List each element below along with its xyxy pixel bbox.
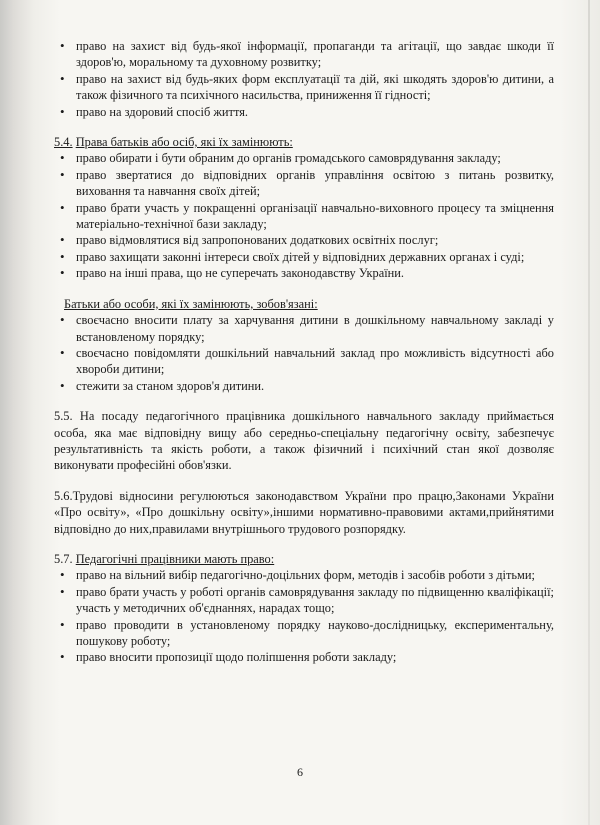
section-title: Батьки або особи, які їх замінюють, зобов'язані: xyxy=(64,296,318,311)
list-item: • право проводити в установленому порядку науково-дослідницьку, експериментальну, пошукову роботу; xyxy=(54,617,554,650)
list-item: • право обирати і бути обраним до органів громадського самоврядування закладу; xyxy=(54,150,554,166)
list-item: • право на захист від будь-яких форм експлуатації та дій, які шкодять здоров'ю дитини, а також фізичного та психічного насильства, приниження її гідності; xyxy=(54,71,554,104)
section-number: 5.7. xyxy=(54,551,73,566)
section-5-4-heading xyxy=(54,134,554,150)
list-item: • право брати участь у покращенні організації навчально-виховного процесу та зміцнення матеріально-технічної бази закладу; xyxy=(54,200,554,233)
section-5-7-heading xyxy=(54,551,554,567)
list-item: • право захищати законні інтереси своїх дітей у відповідних державних органах і суді; xyxy=(54,249,554,265)
list-item: • право на вільний вибір педагогічно-доцільних форм, методів і засобів роботи з дітьми; xyxy=(54,567,554,583)
section-5-5-paragraph: 5.5. На посаду педагогічного працівника дошкільного навчального закладу приймається особа, яка має відповідну вищу або середньо-спеціальну педагогічну освіту, забезпечує результативність та якість роботи, а також фізичний і психічний стан якої дозволяє виконувати професійні обов'язки. xyxy=(54,409,554,473)
section-title: Педагогічні працівники мають право: xyxy=(75,551,275,566)
list-item: • право вносити пропозиції щодо поліпшення роботи закладу; xyxy=(54,649,554,665)
list-item: • стежити за станом здоров'я дитини. xyxy=(54,378,554,394)
parent-duties-heading xyxy=(54,296,554,312)
list-item: • своєчасно вносити плату за харчування дитини в дошкільному навчальному закладі у встановленому порядку; xyxy=(54,312,554,345)
list-item: • право звертатися до відповідних органів управління освітою з питань розвитку, виховання та навчання своїх дітей; xyxy=(54,167,554,200)
list-item: • право на інші права, що не суперечать законодавству України. xyxy=(54,265,554,281)
document-body xyxy=(54,38,554,666)
teacher-rights-list xyxy=(54,567,554,665)
page-edge-shadow xyxy=(588,0,590,825)
section-5-6-paragraph: 5.6.Трудові відносини регулюються законодавством України про працю,Законами України «Про освіту», «Про дошкільну освіту»,іншими нормативно-правовими актами,прийнятими відповідно до них,правилами внутрішнього трудового розпорядку. xyxy=(54,488,554,536)
list-item: • своєчасно повідомляти дошкільний навчальний заклад про можливість відсутності або хвороби дитини; xyxy=(54,345,554,378)
list-item: • право на захист від будь-якої інформації, пропаганди та агітації, що завдає шкоди її здоров'ю, моральному та духовному розвитку; xyxy=(54,38,554,71)
section-title: Права батьків або осіб, які їх замінюють: xyxy=(75,135,293,150)
list-item: • право брати участь у роботі органів самоврядування закладу по підвищенню кваліфікації; участь у методичних об'єднаннях, нарадах тощо; xyxy=(54,584,554,617)
parent-duties-list xyxy=(54,312,554,394)
parent-rights-list xyxy=(54,150,554,281)
child-rights-list xyxy=(54,38,554,120)
section-number: 5.4. xyxy=(54,135,73,150)
page-number: 6 xyxy=(297,765,303,779)
list-item: • право на здоровий спосіб життя. xyxy=(54,104,554,120)
list-item: • право відмовлятися від запропонованих додаткових освітніх послуг; xyxy=(54,232,554,248)
